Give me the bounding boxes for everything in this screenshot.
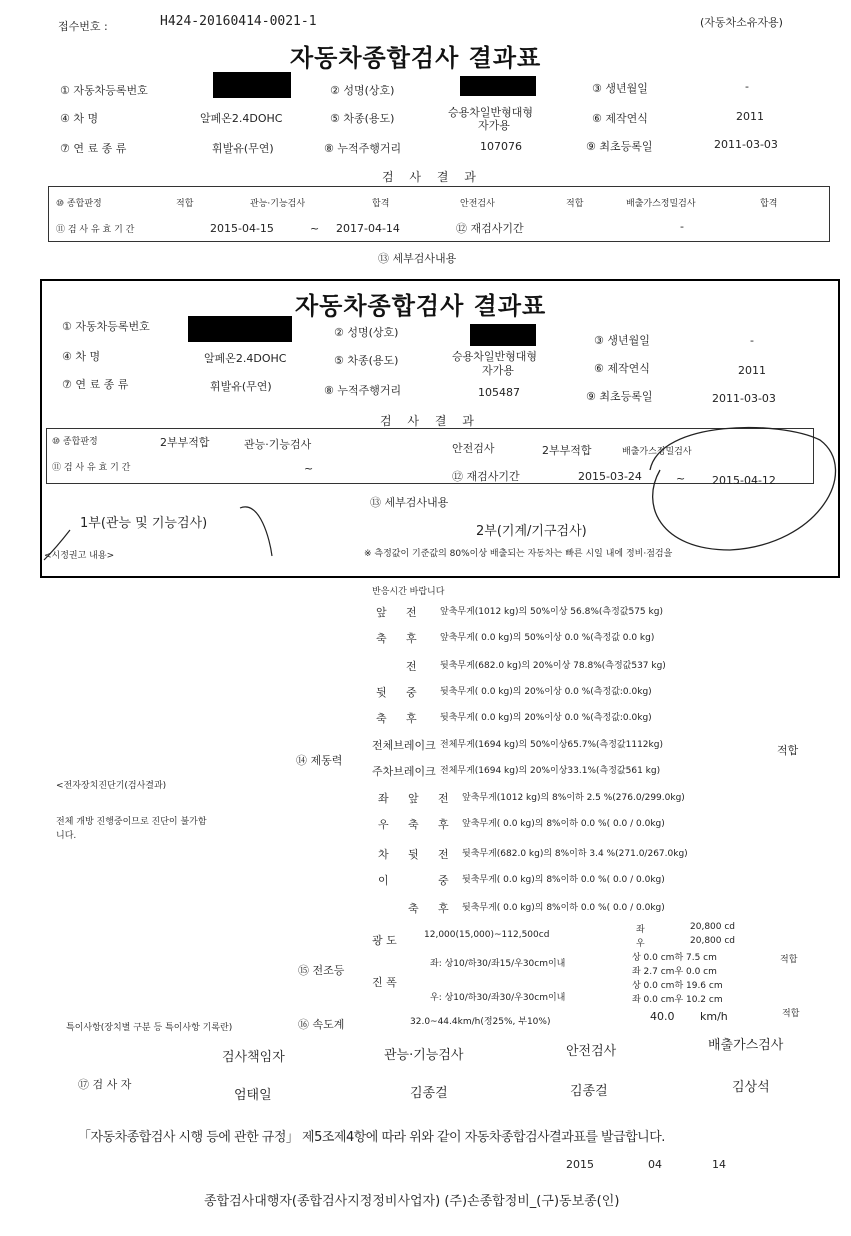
inner-fuel-label: ⑦ 연 료 종 류 (62, 378, 129, 391)
total-brake-value: 전체무게(1694 kg)의 50%이상65.7%(측정값1112kg) (440, 740, 663, 750)
inner-year-value: 2011 (738, 364, 766, 377)
diff-row-text: 앞축무게( 0.0 kg)의 8%이하 0.0 %( 0.0 / 0.0kg) (462, 819, 665, 829)
inspector-3: 김종걸 (570, 1084, 608, 1099)
issue-day: 14 (712, 1158, 726, 1171)
speed-unit: km/h (700, 1010, 728, 1023)
fuel-value: 휘발유(무연) (212, 142, 274, 155)
inner-result-title: 검 사 결 과 (380, 414, 480, 428)
diff-row-axle: 후 (438, 818, 449, 831)
receipt-number: H424-20160414-0021-1 (160, 14, 317, 29)
diff-row-text: 뒷축무게( 0.0 kg)의 8%이하 0.0 %( 0.0 / 0.0kg) (462, 875, 665, 885)
owner-note: (자동차소유자용) (700, 16, 783, 29)
diff-row-axle: 전 (438, 848, 449, 861)
inner-detail-label: ⑬ 세부검사내용 (370, 496, 449, 509)
valid-tilde: ~ (310, 222, 320, 235)
valid-to: 2017-04-14 (336, 222, 400, 235)
mileage-value: 107076 (480, 140, 522, 153)
aim-right-spec: 우: 상10/하30/좌30/우30cm이내 (430, 993, 566, 1003)
inner-valid-tilde: ~ (304, 462, 314, 475)
safety-label: 안전검사 (460, 199, 495, 209)
lum-left-label: 좌 (636, 925, 645, 935)
sensory-label: 관능·기능검사 (250, 199, 306, 209)
diff-row-axle: 중 (438, 874, 449, 887)
inner-safety-value: 2부부적합 (542, 444, 592, 457)
brake-row-axle: 중 (406, 686, 417, 699)
inner-overall-value: 2부부적합 (160, 436, 210, 449)
inner-overall-label: ⑩ 종합판정 (52, 437, 98, 447)
sign-head-emission: 배출가스검사 (708, 1038, 784, 1053)
inner-year-label: ⑥ 제작연식 (594, 362, 650, 375)
brake-row-axle: 축 (376, 712, 387, 725)
inner-birth-value: - (750, 334, 754, 347)
inner-first-reg-label: ⑨ 최초등록일 (586, 390, 653, 403)
diag-text: 전체 개방 진행중이므로 진단이 불가함 (56, 817, 207, 827)
inner-recheck-to: 2015-04-12 (712, 474, 776, 487)
safety-value: 적합 (566, 199, 584, 209)
inspector-1: 엄태일 (234, 1088, 272, 1103)
luminosity-range: 12,000(15,000)~112,500cd (424, 930, 550, 940)
diff-row-axle: 뒷 (408, 848, 419, 861)
speed-range: 32.0~44.4km/h(정25%, 부10%) (410, 1017, 551, 1027)
inspector-4: 김상석 (732, 1080, 770, 1095)
overall-value: 적합 (176, 199, 194, 209)
total-brake-label: 전체브레이크 (372, 739, 436, 752)
inner-first-reg-value: 2011-03-03 (712, 392, 776, 405)
inner-recheck-tilde: ~ (676, 472, 686, 485)
brake-row-axle: 앞 (376, 606, 387, 619)
speed-value: 40.0 (650, 1010, 675, 1023)
inner-name-label: ② 성명(상호) (334, 326, 399, 339)
inner-use-value: 자가용 (482, 364, 514, 377)
inner-emission-label: 배출가스정밀검사 (622, 447, 692, 457)
brake-row-text: 앞축무게(1012 kg)의 50%이상 56.8%(측정값575 kg) (440, 607, 663, 617)
correction-note: <시정권고 내용> (44, 551, 115, 561)
type-value: 승용차일반형대형 (448, 106, 534, 119)
inner-recheck-from: 2015-03-24 (578, 470, 642, 483)
inner-type-label: ⑤ 차종(용도) (334, 354, 399, 367)
sign-head-sensory: 관능·기능검사 (384, 1048, 464, 1063)
inner-mileage-value: 105487 (478, 386, 520, 399)
part1-heading: 1부(관능 및 기능검사) (80, 516, 208, 531)
diff-row-axle: 앞 (408, 792, 419, 805)
sign-head-safety: 안전검사 (566, 1044, 617, 1059)
emission-label: 배출가스정밀검사 (626, 199, 696, 209)
sign-head-chief: 검사책임자 (222, 1050, 285, 1065)
inner-birth-label: ③ 생년월일 (594, 334, 650, 347)
brake-row-text: 뒷축무게(682.0 kg)의 20%이상 78.8%(측정값537 kg) (440, 661, 666, 671)
aim-v4: 좌 0.0 cm우 10.2 cm (632, 995, 723, 1005)
brake-row-axle: 전 (406, 606, 417, 619)
brake-row-text: 앞축무게( 0.0 kg)의 50%이상 0.0 %(측정값 0.0 kg) (440, 633, 655, 643)
headlamp-label: ⑮ 전조등 (298, 964, 345, 977)
inner-reg-no-label: ① 자동차등록번호 (62, 320, 150, 333)
valid-label: ⑪ 검 사 유 효 기 간 (56, 225, 135, 235)
inner-car-value: 알페온2.4DOHC (204, 352, 287, 365)
lum-left-value: 20,800 cd (690, 922, 736, 932)
name-label: ② 성명(상호) (330, 84, 395, 97)
valid-from: 2015-04-15 (210, 222, 274, 235)
brake-row-text: 뒷축무게( 0.0 kg)의 20%이상 0.0 %(측정값:0.0kg) (440, 687, 652, 697)
diff-row-axle: 좌 (378, 792, 389, 805)
sensory-value: 합격 (372, 199, 390, 209)
inner-valid-label: ⑪ 검 사 유 효 기 간 (52, 463, 131, 473)
diff-row-axle: 축 (408, 902, 419, 915)
inner-mileage-label: ⑧ 누적주행거리 (324, 384, 402, 397)
inspector-label: ⑰ 검 사 자 (78, 1078, 132, 1091)
part2-heading: 2부(기계/기구검사) (476, 524, 587, 539)
brake-row-text: 뒷축무게( 0.0 kg)의 20%이상 0.0 %(측정값:0.0kg) (440, 713, 652, 723)
lum-right-label: 우 (636, 939, 645, 949)
diag-label: <전자장치진단기(검사결과) (56, 781, 167, 791)
brake-label: ⑭ 제동력 (296, 754, 343, 767)
inner-recheck-label: ⑫ 재검사기간 (452, 470, 520, 483)
recheck-label: ⑫ 재검사기간 (456, 222, 524, 235)
speed-verdict: 적합 (782, 1009, 800, 1019)
overall-label: ⑩ 종합판정 (56, 199, 102, 209)
car-value: 알페온2.4DOHC (200, 112, 283, 125)
aim-v3: 상 0.0 cm하 19.6 cm (632, 981, 723, 991)
recheck-value: - (680, 220, 684, 233)
page-title: 자동차종합검사 결과표 (290, 44, 542, 72)
diff-row-axle: 이 (378, 874, 389, 887)
birth-label: ③ 생년월일 (592, 82, 648, 95)
car-label: ④ 차 명 (60, 112, 99, 125)
inner-title: 자동차종합검사 결과표 (295, 292, 547, 320)
diff-row-text: 뒷축무게(682.0 kg)의 8%이하 3.4 %(271.0/267.0kg) (462, 849, 688, 859)
type-label: ⑤ 차종(용도) (330, 112, 395, 125)
diff-row-text: 뒷축무게( 0.0 kg)의 8%이하 0.0 %( 0.0 / 0.0kg) (462, 903, 665, 913)
luminosity-label: 광 도 (372, 934, 397, 947)
year-label: ⑥ 제작연식 (592, 112, 648, 125)
legal-statement: 「자동차종합검사 시행 등에 관한 규정」 제5조제4항에 따라 위와 같이 자동차종합검사결과표를 발급합니다. (78, 1130, 665, 1145)
headlamp-verdict: 적합 (780, 955, 798, 965)
brake-row-axle: 후 (406, 712, 417, 725)
diff-row-axle: 전 (438, 792, 449, 805)
brake-row-axle: 전 (406, 660, 417, 673)
park-brake-label: 주차브레이크 (372, 765, 436, 778)
diff-row-text: 앞축무게(1012 kg)의 8%이하 2.5 %(276.0/299.0kg) (462, 793, 685, 803)
diff-row-axle: 후 (438, 902, 449, 915)
mileage-label: ⑧ 누적주행거리 (324, 142, 402, 155)
brake-head: 반응시간 바랍니다 (372, 587, 445, 597)
emission-value: 합격 (760, 199, 778, 209)
use-value: 자가용 (478, 119, 510, 132)
year-value: 2011 (736, 110, 764, 123)
issue-month: 04 (648, 1158, 662, 1171)
brake-row-axle: 후 (406, 632, 417, 645)
result-title: 검 사 결 과 (382, 170, 482, 184)
first-reg-value: 2011-03-03 (714, 138, 778, 151)
aim-label: 진 폭 (372, 976, 397, 989)
birth-value: - (745, 80, 749, 93)
park-brake-value: 전체무게(1694 kg)의 20%이상33.1%(측정값561 kg) (440, 766, 661, 776)
brake-row-axle: 뒷 (376, 686, 387, 699)
first-reg-label: ⑨ 최초등록일 (586, 140, 653, 153)
receipt-label: 접수번호 : (58, 20, 108, 33)
inner-safety-label: 안전검사 (452, 442, 495, 455)
speed-label: ⑯ 속도계 (298, 1018, 345, 1031)
detail-label: ⑬ 세부검사내용 (378, 252, 457, 265)
brake-row-axle: 축 (376, 632, 387, 645)
diff-row-axle: 축 (408, 818, 419, 831)
remarks-label: 특이사항(장치별 구분 등 특이사항 기록란) (66, 1023, 233, 1033)
aim-v2: 좌 2.7 cm우 0.0 cm (632, 967, 717, 977)
lum-right-value: 20,800 cd (690, 936, 736, 946)
warning-note: ※ 측정값이 기준값의 80%이상 배출되는 자동차는 빠른 시일 내에 정비·점검을 (364, 549, 673, 559)
inspector-2: 김종걸 (410, 1086, 448, 1101)
reg-no-label: ① 자동차등록번호 (60, 84, 148, 97)
brake-verdict: 적합 (777, 744, 799, 757)
inner-car-label: ④ 차 명 (62, 350, 101, 363)
diff-row-axle: 차 (378, 848, 389, 861)
inner-type-value: 승용차일반형대형 (452, 350, 538, 363)
diag-text-2: 니다. (56, 831, 77, 841)
aim-v1: 상 0.0 cm하 7.5 cm (632, 953, 717, 963)
issue-year: 2015 (566, 1158, 594, 1171)
aim-left-spec: 좌: 상10/하30/좌15/우30cm이내 (430, 959, 566, 969)
fuel-label: ⑦ 연 료 종 류 (60, 142, 127, 155)
inner-fuel-value: 휘발유(무연) (210, 380, 272, 393)
diff-row-axle: 우 (378, 818, 389, 831)
inner-sensory-label: 관능·기능검사 (244, 438, 312, 451)
issuer: 종합검사대행자(종합검사지정정비사업자) (주)손종합정비_(구)동보종(인) (204, 1194, 620, 1209)
